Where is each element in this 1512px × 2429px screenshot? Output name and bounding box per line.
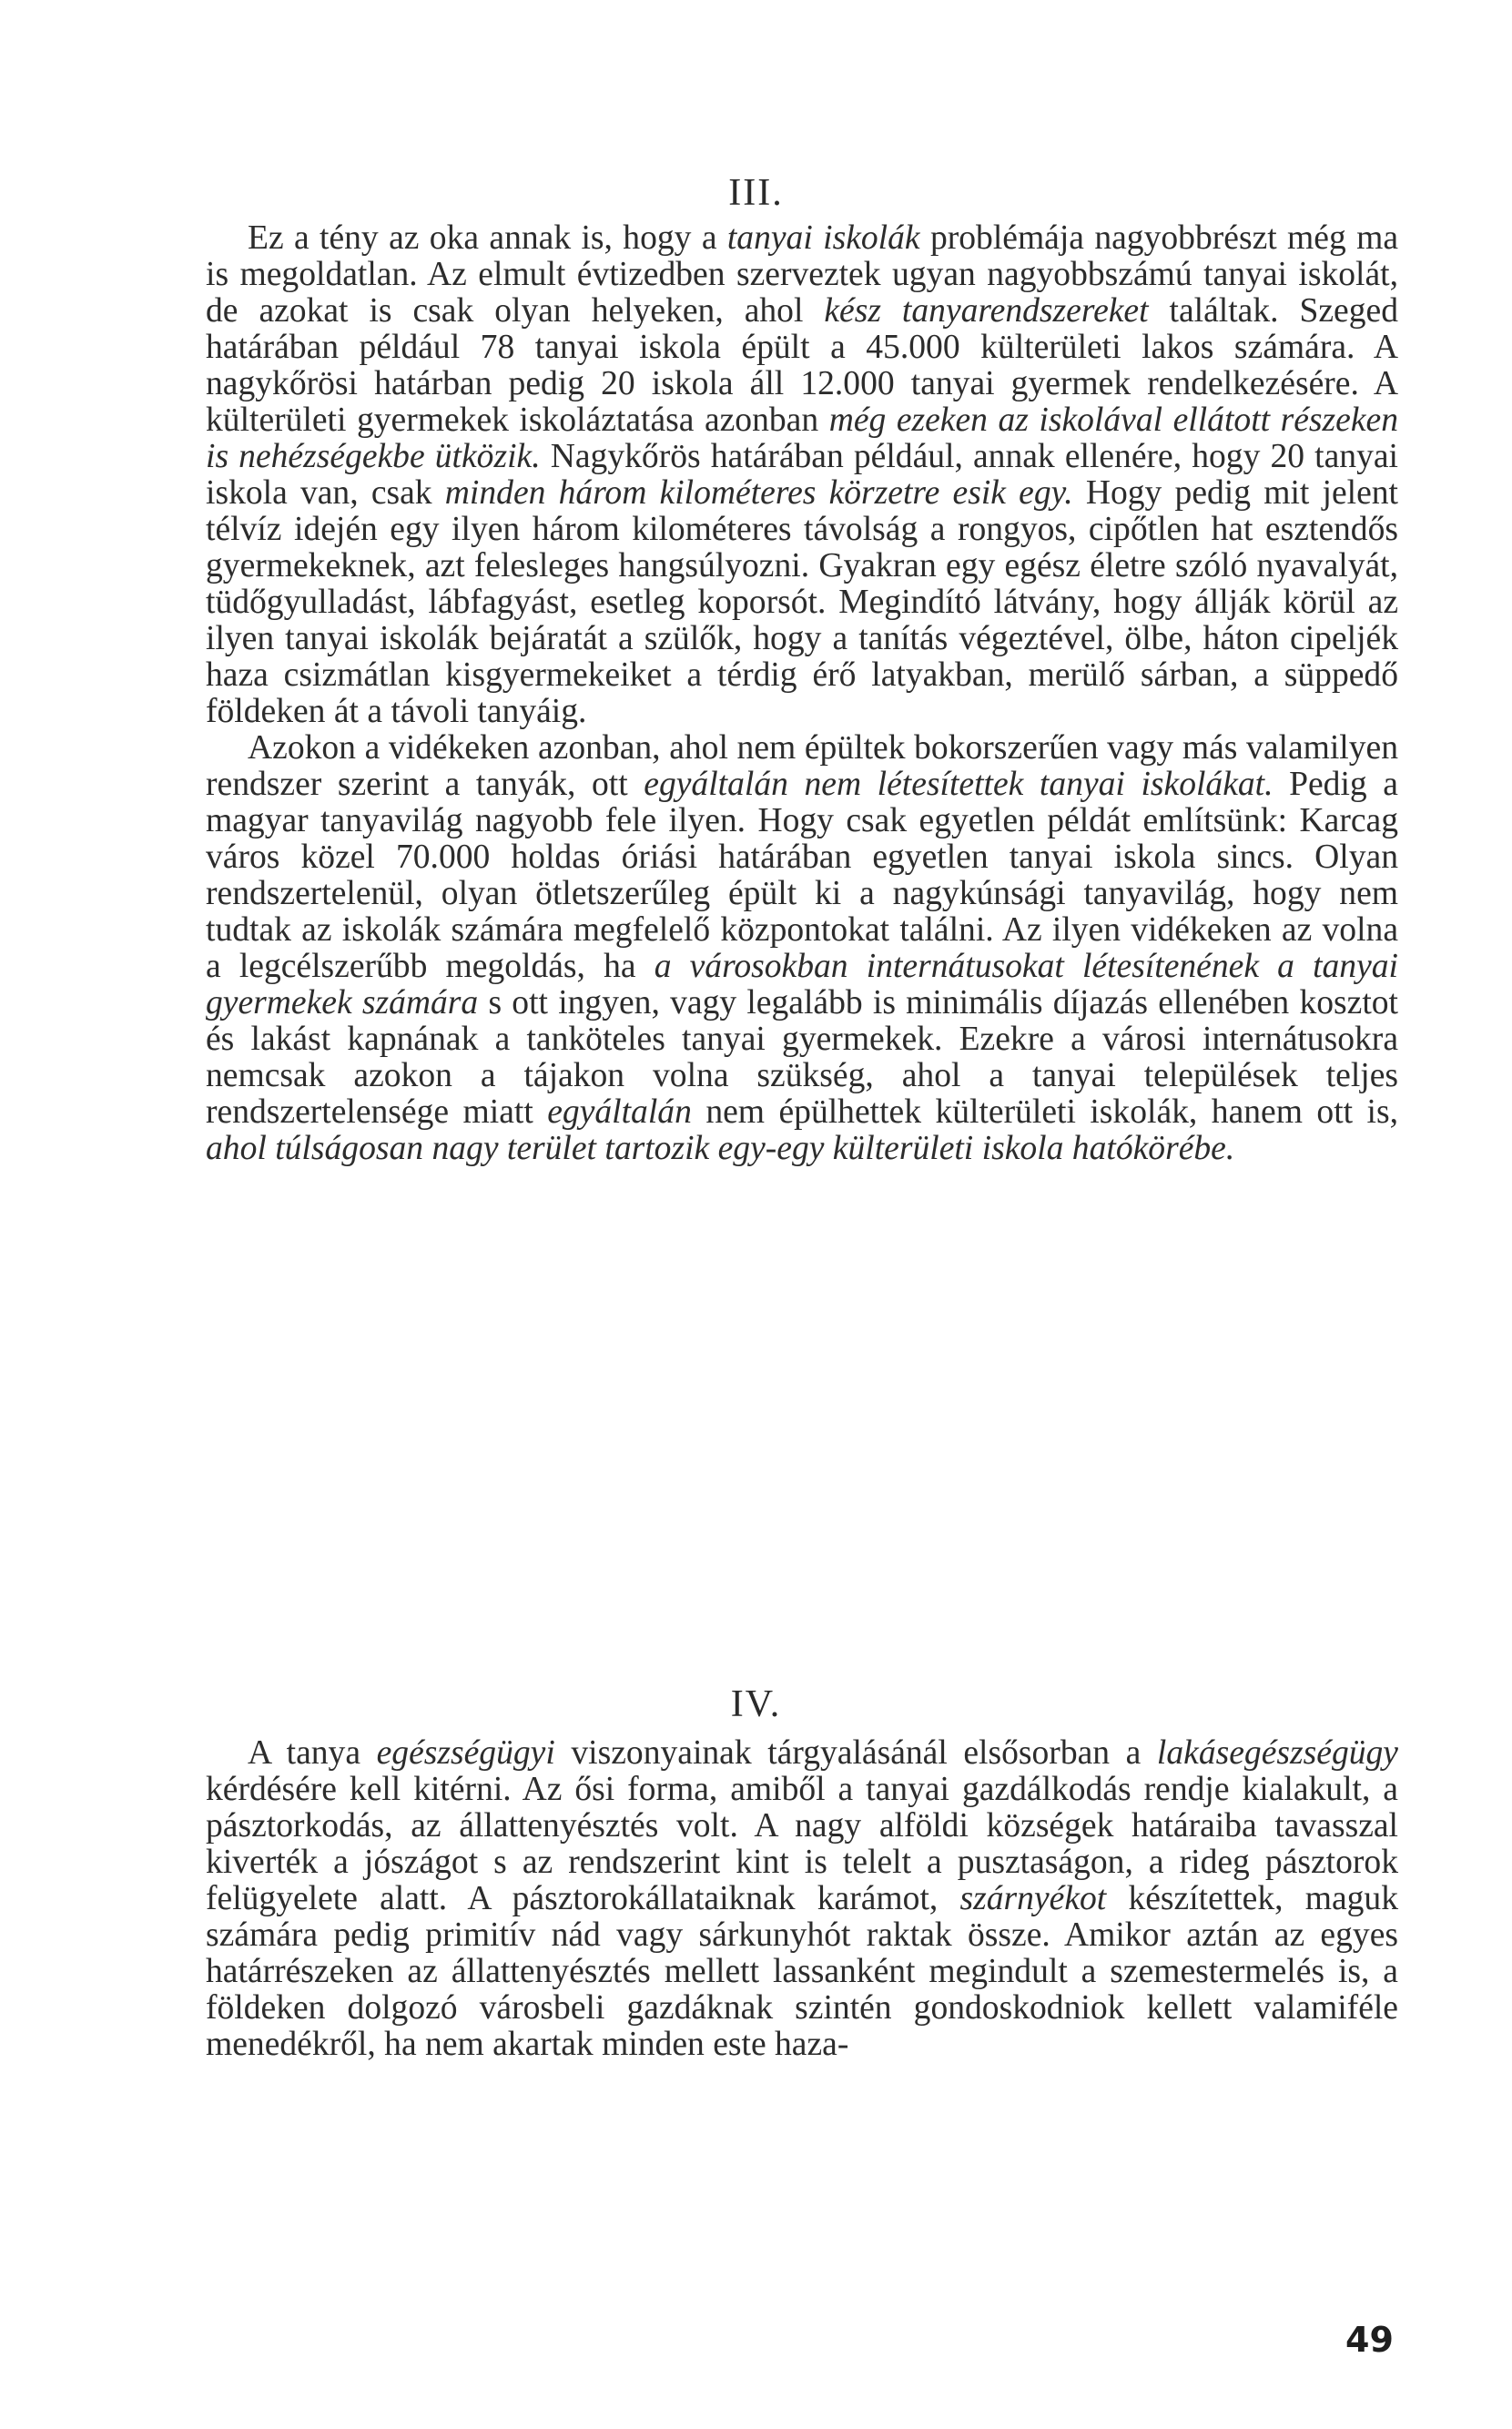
section-iv-body bbox=[206, 1735, 1398, 2063]
text-run: nem épülhettek külterületi iskolák, hanem ott is, bbox=[691, 1093, 1398, 1131]
text-run: A tanya bbox=[248, 1734, 377, 1772]
text-run: Pedig a magyar tanyavilág nagyobb fele ilyen. Hogy csak egyetlen példát említsünk: Karcag város közel 70.000 holdas óriási határában egyetlen tanyai iskola sincs. Olyan rendszertelenül, olyan ötletszerűleg épült ki a nagykúnsági tanyavilág, hogy nem tudtak az iskolák számára megfelelő központokat találni. Az ilyen vidékeken az volna a legcélszerűbb megoldás, ha bbox=[206, 766, 1398, 985]
emphasized-text: lakásegészségügy bbox=[1156, 1734, 1398, 1772]
text-run: problémája nagyobbrészt még ma is megoldatlan. Az elmult évtizedben szerveztek ugyan nagyobbszámú tanyai iskolát, de azokat is csak olyan helyeken, ahol bbox=[206, 219, 1399, 330]
section-heading-iii: III. bbox=[728, 172, 784, 214]
text-run: Azokon a vidékeken azonban, ahol nem épültek bokorszerűen vagy más valamilyen rendszer szerint a tanyák, ott bbox=[206, 729, 1398, 803]
paragraph bbox=[206, 220, 1398, 730]
page-number: 49 bbox=[1345, 2320, 1394, 2360]
emphasized-text: szárnyékot bbox=[959, 1880, 1107, 1917]
emphasized-text: ahol túlságosan nagy terület tartozik egy-egy külterületi iskola hatókörébe. bbox=[206, 1130, 1235, 1167]
text-run: Nagykőrös határában például, annak ellenére, hogy 20 tanyai iskola van, csak bbox=[206, 438, 1398, 512]
text-run: találtak. Szeged határában például 78 tanyai iskola épült a 45.000 külterületi lakos számára. A nagykőrösi határban pedig 20 iskola áll 12.000 tanyai gyermek rendelkezésére. A külterületi gyermekek iskoláztatása azonban bbox=[206, 292, 1398, 439]
text-run: készítettek, maguk számára pedig primitív nád vagy sárkunyhót raktak össze. Amikor aztán az egyes határrészeken az állattenyésztés mellett lassanként megindult a szemestermelés is, a földeken dolgozó városbeli gazdáknak szintén gondoskodniok kellett valamiféle menedékről, ha nem akartak minden este haza- bbox=[206, 1880, 1399, 2063]
emphasized-text: a városokban internátusokat létesítenének a tanyai gyermekek számára bbox=[206, 948, 1398, 1021]
emphasized-text: tanyai iskolák bbox=[726, 219, 920, 257]
emphasized-text: egyáltalán nem létesítettek tanyai iskolákat. bbox=[644, 766, 1274, 803]
section-iii-body bbox=[206, 220, 1398, 1167]
text-run: kérdésére kell kitérni. Az ősi forma, amiből a tanyai gazdálkodás rendje kialakult, a pásztorkodás, az állattenyésztés volt. A nagy alföldi községek határaiba tavasszal kiverték a jószágot s az rendszerint kint is telelt a pusztaságon, a rideg pásztorok felügyelete alatt. A pásztorokállataiknak karámot, bbox=[206, 1771, 1398, 1917]
emphasized-text: egyáltalán bbox=[547, 1093, 692, 1131]
text-run: Ez a tény az oka annak is, hogy a bbox=[248, 219, 727, 257]
text-run: s ott ingyen, vagy legalább is minimális díjazás ellenében kosztot és lakást kapnának a tanköteles tanyai gyermekek. Ezekre a városi internátusokra nemcsak azokon a tájakon volna szükség, ahol a tanyai települések teljes rendszertelensége miatt bbox=[206, 984, 1398, 1131]
text-run: viszonyainak tárgyalásánál elsősorban a bbox=[554, 1734, 1157, 1772]
paragraph bbox=[206, 730, 1398, 1167]
section-heading-iv: IV. bbox=[730, 1683, 782, 1725]
emphasized-text: minden három kilométeres körzetre esik egy. bbox=[444, 474, 1073, 512]
emphasized-text: kész tanyarendszereket bbox=[824, 292, 1149, 330]
paragraph bbox=[206, 1735, 1398, 2063]
emphasized-text: egészségügyi bbox=[376, 1734, 555, 1772]
emphasized-text: még ezeken az iskolával ellátott részeken is nehézségekbe ütközik. bbox=[206, 401, 1398, 475]
text-run: Hogy pedig mit jelent télvíz idején egy ilyen három kilométeres távolság a rongyos, cipőtlen hat esztendős gyermekeknek, azt felesleges hangsúlyozni. Gyakran egy egész életre szóló nyavalyát, tüdőgyulladást, lábfagyást, esetleg koporsót. Megindító látvány, hogy állják körül az ilyen tanyai iskolák bejáratát a szülők, hogy a tanítás végeztével, ölbe, háton cipeljék haza csizmátlan kisgyermekeiket a térdig érő latyakban, merülő sárban, a süppedő földeken át a távoli tanyáig. bbox=[206, 474, 1399, 730]
